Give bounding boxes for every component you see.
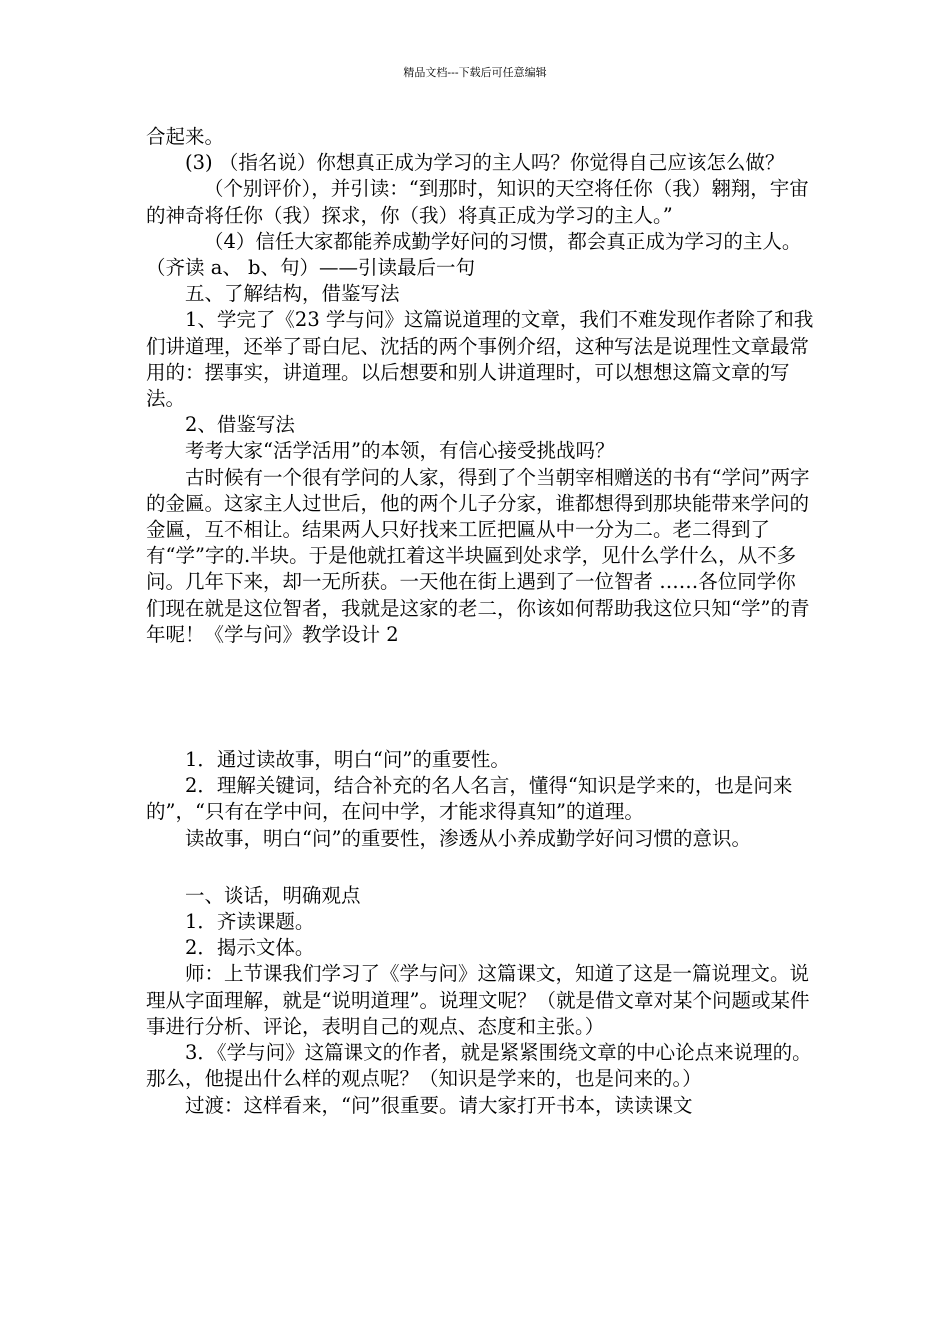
paragraph: 古时候有一个很有学问的人家，得到了个当朝宰相赠送的书有“学问”两字的金匾。这家主人过世后，他的两个儿子分家，谁都想得到那块能带来学问的金匾，互不相让。结果两人只好找来工匠把匾从中一分为二。老二得到了有“学”字的.半块。于是他就扛着这半块匾到处求学，见什么学什么，从不多问。几年下来，却一无所获。一天他在街上遇到了一位智者 ……各位同学你们现在就是这位智者，我就是这家的老二，你该如何帮助我这位只知“学”的青年呢！《学与问》教学设计 2 [146,465,810,646]
page-header: 精品文档---下载后可任意编辑 [403,66,547,79]
blank-space [146,852,814,883]
paragraph: 读故事，明白“问”的重要性，渗透从小养成勤学好问习惯的意识。 [185,826,751,850]
blank-space [146,648,814,747]
paragraph: 合起来。 [146,125,225,148]
paragraph: （个别评价），并引读：“到那时，知识的天空将任你（我）翱翔，宇宙的神奇将任你（我）探求，你（我）将真正成为学习的主人。” [146,177,809,227]
paragraph: （4）信任大家都能养成勤学好问的习惯，都会真正成为学习的主人。（齐读 a、 b、句）——引读最后一句 [146,229,802,280]
section-heading: 五、了解结构，借鉴写法 [185,282,400,306]
objective-item: 1．通过读故事，明白“问”的重要性。 [185,748,510,772]
paragraph: 考考大家“活学活用”的本领，有信心接受挑战吗？ [185,439,615,463]
section-heading: 2、借鉴写法 [185,413,295,437]
paragraph: 师：上节课我们学习了《学与问》这篇课文，知道了这是一篇说理文。说理从字面理解，就是“说明道理”。说理文呢？（就是借文章对某个问题或某件事进行分析、评论，表明自己的观点、态度和主张。） [146,962,810,1038]
section-heading: 一、谈话，明确观点 [185,883,361,907]
paragraph: 过渡：这样看来，“问”很重要。请大家打开书本，读读课文 [185,1093,693,1117]
list-item: 2．揭示文体。 [185,936,315,960]
paragraph: 3．《学与问》这篇课文的作者，就是紧紧围绕文章的中心论点来说理的。那么，他提出什么样的观点呢？（知识是学来的，也是问来的。） [146,1041,812,1091]
objective-item: 2．理解关键词，结合补充的名人名言，懂得“知识是学来的，也是问来的”，“只有在学中问，在问中学，才能求得真知”的道理。 [146,774,793,824]
list-item: 1．齐读课题。 [185,910,315,934]
paragraph: (3) （指名说）你想真正成为学习的主人吗？你觉得自己应该怎么做？ [185,151,785,175]
paragraph: 1、学完了《23 学与问》这篇说道理的文章，我们不难发现作者除了和我们讲道理，还举了哥白尼、沈括的两个事例介绍，这种写法是说理性文章最常用的：摆事实，讲道理。以后想要和别人讲道理时，可以想想这篇文章的写法。 [146,308,814,411]
document-body [146,124,814,1119]
